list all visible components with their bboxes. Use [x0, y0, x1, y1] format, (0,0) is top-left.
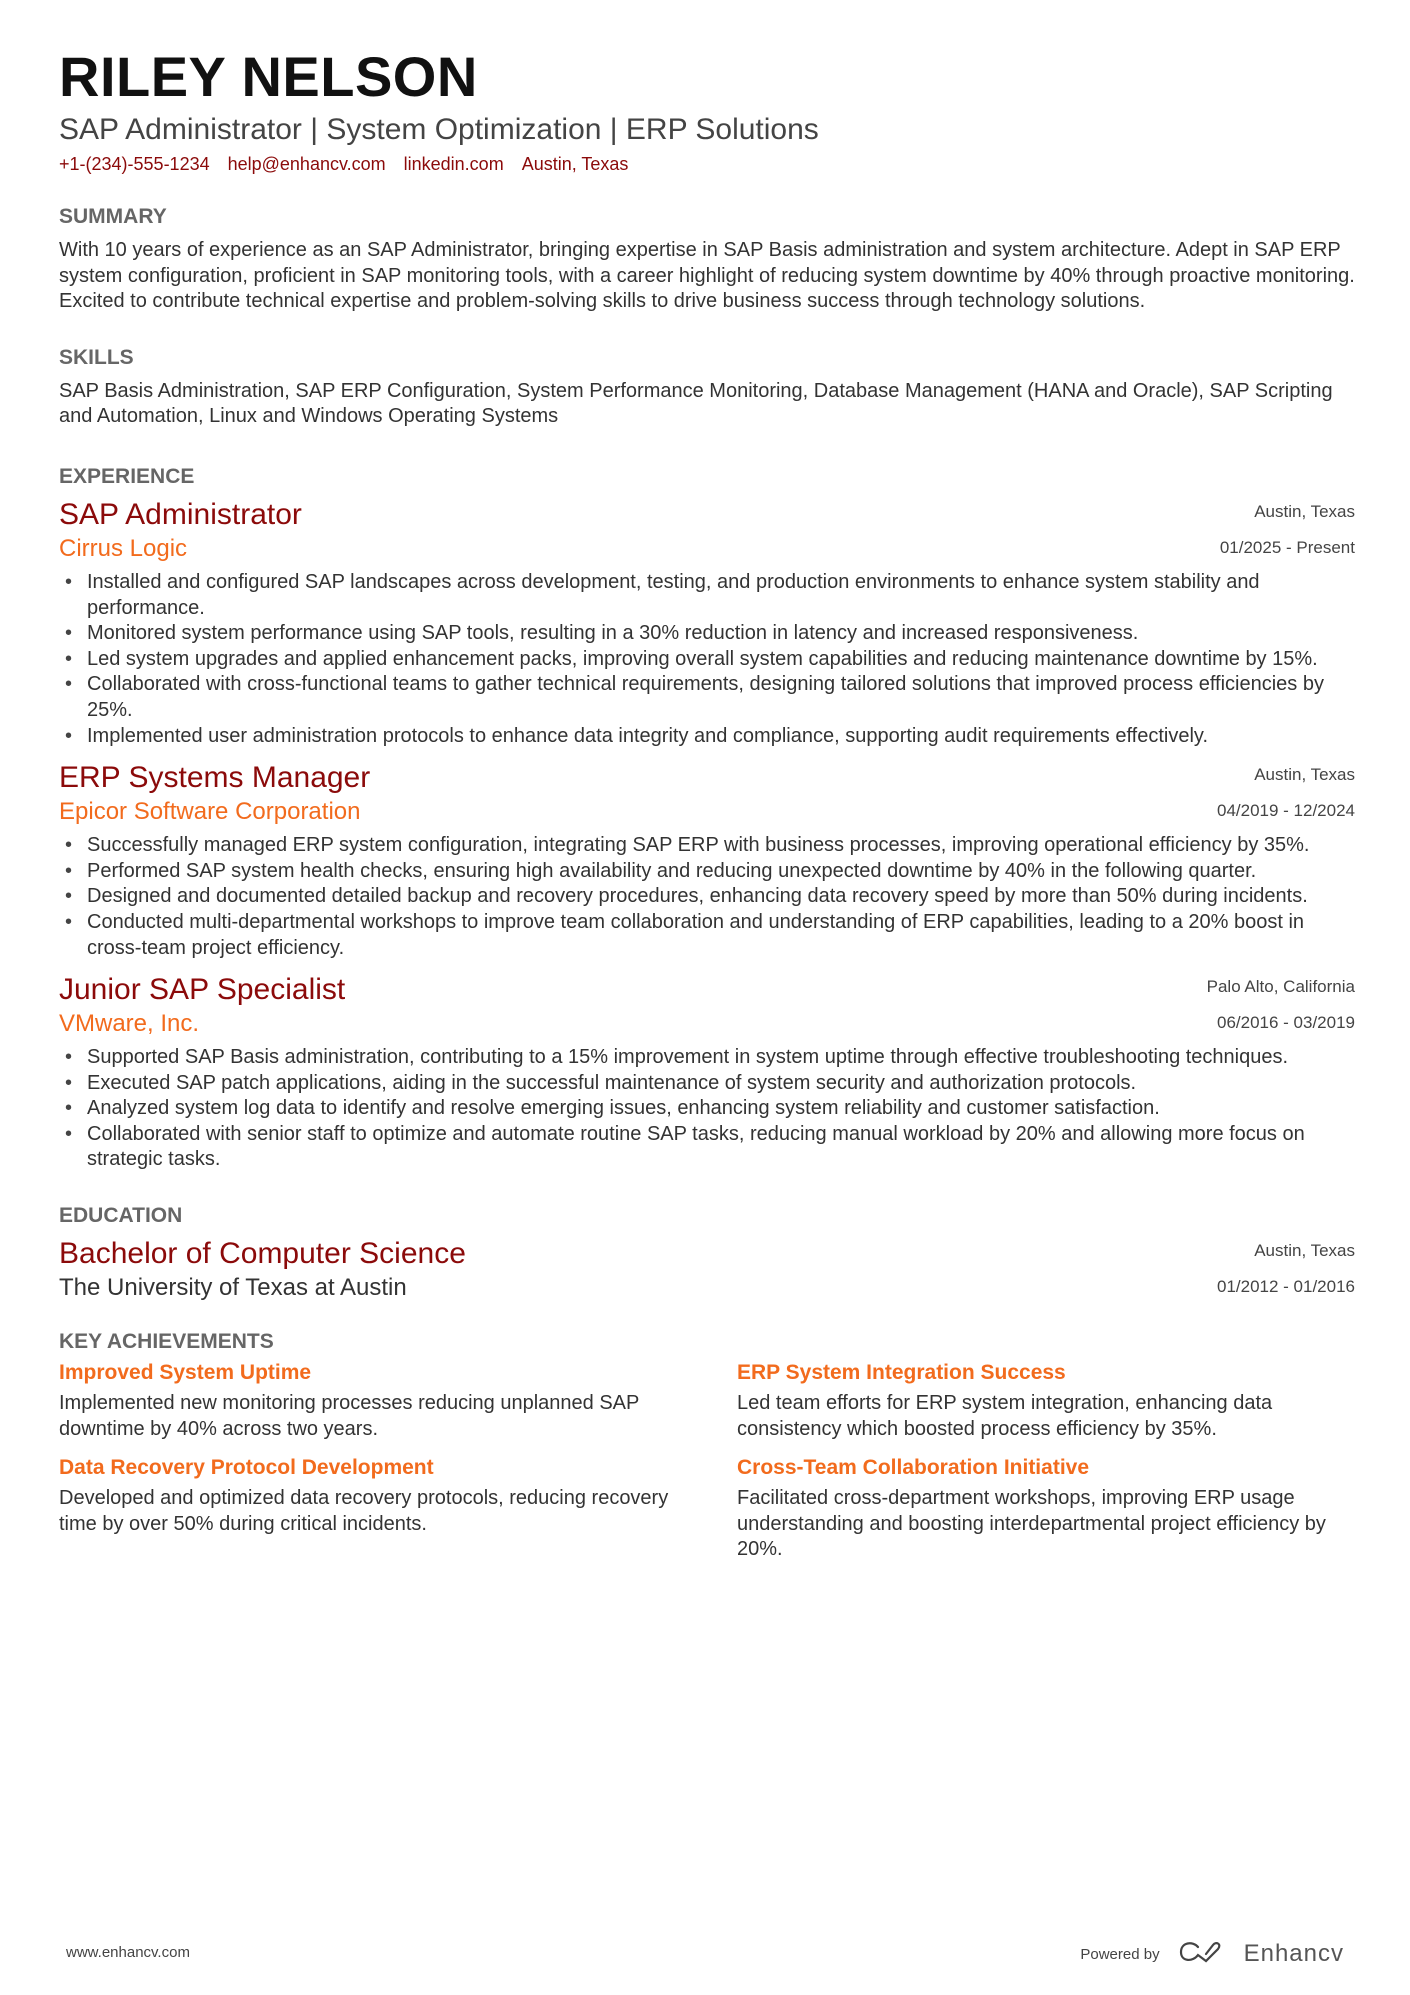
achievement-item	[59, 1359, 677, 1442]
achievement-item	[59, 1454, 677, 1563]
company-name: Cirrus Logic	[59, 534, 188, 562]
bullet-item: • Implemented user administration protocols to enhance data integrity and compliance, supporting audit requirements effectively.	[59, 724, 1355, 750]
summary-text: With 10 years of experience as an SAP Administrator, bringing expertise in SAP Basis administration and system architecture. Adept in SAP ERP system configuration, proficient in SAP monitoring tools, with a career highlight of reducing system downtime by 40% through proactive monitoring. Excited to contribute technical expertise and problem-solving skills to drive business success through technology solutions.	[59, 239, 1355, 313]
skills-text: SAP Basis Administration, SAP ERP Configuration, System Performance Monitoring, Database Management (HANA and Oracle), SAP Scripting and Automation, Linux and Windows Operating Systems	[59, 379, 1333, 428]
achievement-text: Developed and optimized data recovery protocols, reducing recovery time by over 50% during critical incidents.	[59, 1487, 669, 1535]
bullet-item: • Analyzed system log data to identify and resolve emerging issues, enhancing system reliability and customer satisfaction.	[59, 1096, 1355, 1122]
bullet-item: • Designed and documented detailed backup and recovery procedures, enhancing data recovery speed by more than 50% during incidents.	[59, 884, 1355, 910]
bullet-item: • Led system upgrades and applied enhancement packs, improving overall system capabilities and reducing maintenance downtime by 15%.	[59, 647, 1355, 673]
bullet-item: • Collaborated with senior staff to optimize and automate routine SAP tasks, reducing manual workload by 20% and allowing more focus on strategic tasks.	[59, 1122, 1355, 1173]
job-entry	[59, 496, 1355, 749]
achievement-item	[737, 1454, 1355, 1563]
job-title: ERP Systems Manager	[59, 761, 371, 795]
job-entry	[59, 759, 1355, 961]
company-name: Epicor Software Corporation	[59, 798, 361, 826]
job-dates: 06/2016 - 03/2019	[1216, 1013, 1355, 1033]
degree: Bachelor of Computer Science	[59, 1237, 466, 1271]
job-title: SAP Administrator	[59, 497, 302, 531]
enhancv-logo-icon	[1178, 1940, 1226, 1968]
candidate-name: RILEY NELSON	[59, 45, 478, 108]
job-dates: 01/2025 - Present	[1219, 537, 1355, 557]
job-entry	[59, 971, 1355, 1173]
powered-by	[1080, 1940, 1344, 1968]
achievement-item	[737, 1359, 1355, 1442]
company-name: VMware, Inc.	[59, 1010, 200, 1038]
job-title: Junior SAP Specialist	[59, 973, 346, 1007]
education-heading: EDUCATION	[59, 1204, 183, 1228]
job-bullets	[59, 570, 1355, 749]
powered-by-label: Powered by	[1080, 1945, 1160, 1963]
contact-info	[59, 152, 1355, 176]
job-location: Austin, Texas	[1254, 501, 1355, 521]
achievement-title: Cross-Team Collaboration Initiative	[737, 1456, 1090, 1480]
bullet-item: • Performed SAP system health checks, ensuring high availability and reducing unexpected downtime by 40% in the following quarter.	[59, 859, 1355, 885]
education-entry	[59, 1235, 1355, 1303]
job-bullets	[59, 1045, 1355, 1173]
job-bullets	[59, 833, 1355, 961]
linkedin-link[interactable]: linkedin.com	[403, 154, 504, 174]
achievement-title: Data Recovery Protocol Development	[59, 1456, 434, 1480]
job-location: Palo Alto, California	[1206, 977, 1355, 997]
location: Austin, Texas	[521, 154, 629, 174]
achievement-title: Improved System Uptime	[59, 1361, 312, 1385]
achievement-text: Implemented new monitoring processes reducing unplanned SAP downtime by 40% across two years.	[59, 1392, 639, 1440]
bullet-item: • Supported SAP Basis administration, contributing to a 15% improvement in system uptime through effective troubleshooting techniques.	[59, 1045, 1355, 1071]
email-link[interactable]: help@enhancv.com	[227, 154, 386, 174]
education-dates: 01/2012 - 01/2016	[1216, 1277, 1355, 1297]
experience-list	[59, 496, 1355, 1173]
achievements-grid	[59, 1359, 1355, 1563]
achievement-text: Facilitated cross-department workshops, improving ERP usage understanding and boosting interdepartmental project efficiency by 20%.	[737, 1487, 1326, 1561]
experience-heading: EXPERIENCE	[59, 464, 195, 488]
bullet-item: • Collaborated with cross-functional teams to gather technical requirements, designing tailored solutions that improved process efficiencies by 25%.	[59, 672, 1355, 723]
school: The University of Texas at Austin	[59, 1274, 407, 1302]
website-link[interactable]: www.enhancv.com	[66, 1944, 190, 1961]
achievement-title: ERP System Integration Success	[737, 1361, 1066, 1385]
summary-heading: SUMMARY	[59, 205, 167, 228]
headline: SAP Administrator | System Optimization | ERP Solutions	[59, 113, 819, 146]
skills-heading: SKILLS	[59, 345, 134, 369]
job-dates: 04/2019 - 12/2024	[1216, 801, 1355, 821]
bullet-item: • Executed SAP patch applications, aiding in the successful maintenance of system security and authorization protocols.	[59, 1071, 1355, 1097]
education-location: Austin, Texas	[1254, 1241, 1355, 1261]
phone[interactable]: +1-(234)-555-1234	[59, 154, 210, 174]
bullet-item: • Conducted multi-departmental workshops to improve team collaboration and understanding of ERP capabilities, leading to a 20% boost in cross-team project efficiency.	[59, 910, 1355, 961]
resume	[59, 44, 1355, 1563]
bullet-item: • Monitored system performance using SAP tools, resulting in a 30% reduction in latency and increased responsiveness.	[59, 621, 1355, 647]
bullet-item: • Installed and configured SAP landscapes across development, testing, and production environments to enhance system stability and performance.	[59, 570, 1355, 621]
achievements-heading: KEY ACHIEVEMENTS	[59, 1330, 274, 1354]
bullet-item: • Successfully managed ERP system configuration, integrating SAP ERP with business processes, improving operational efficiency by 35%.	[59, 833, 1355, 859]
enhancv-brand[interactable]: Enhancv	[1243, 1940, 1344, 1967]
job-location: Austin, Texas	[1254, 765, 1355, 785]
achievement-text: Led team efforts for ERP system integration, enhancing data consistency which boosted process efficiency by 35%.	[737, 1392, 1273, 1440]
